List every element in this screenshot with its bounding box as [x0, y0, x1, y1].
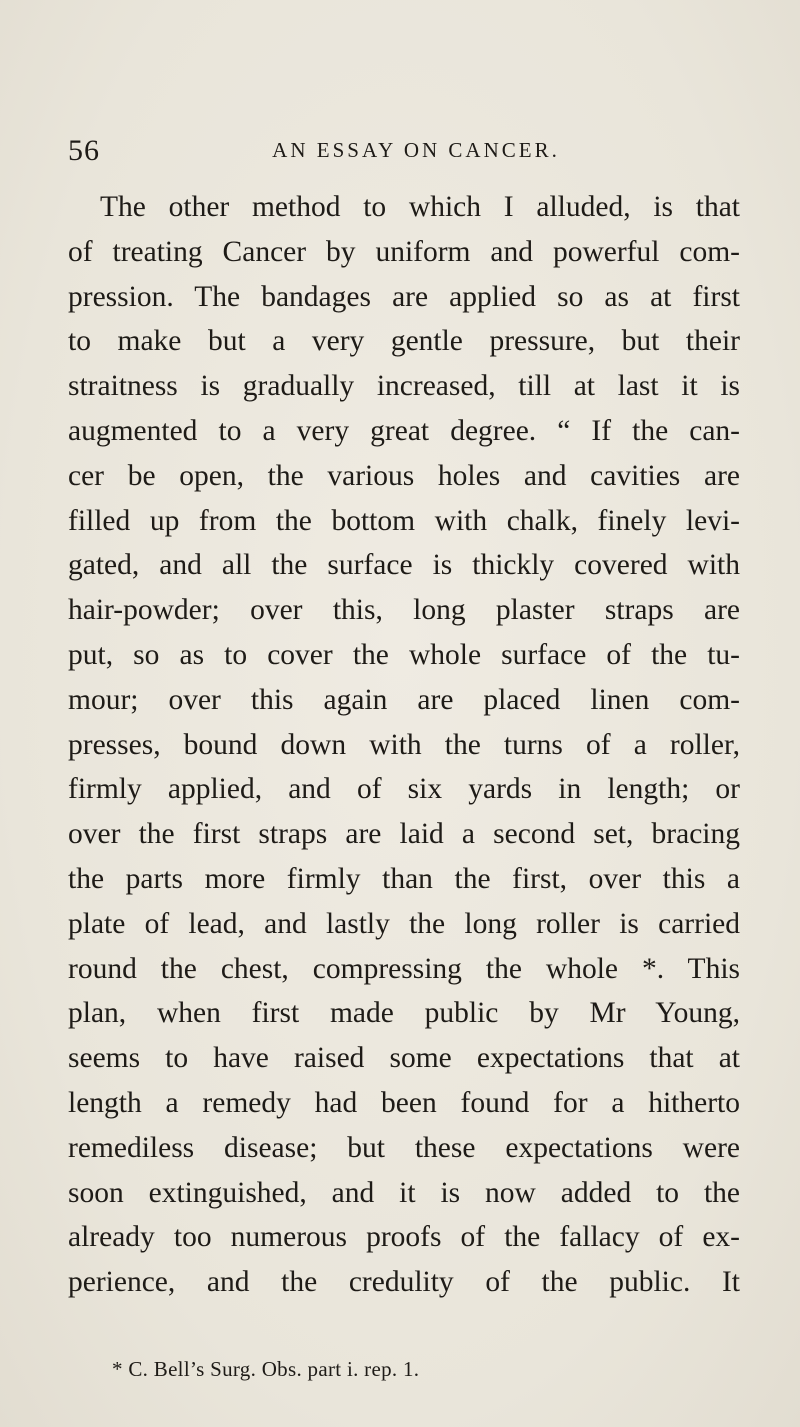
text-line: over the first straps are laid a second set, bracing	[68, 818, 740, 851]
text-line: to make but a very gentle pressure, but their	[68, 325, 740, 358]
text-line: perience, and the credulity of the public. It	[68, 1266, 740, 1299]
text-line: straitness is gradually increased, till at last it is	[68, 370, 740, 403]
text-line: The other method to which I alluded, is that	[100, 191, 740, 223]
text-line: length a remedy had been found for a hitherto	[68, 1086, 740, 1119]
body-text	[68, 185, 740, 1305]
footnote: * C. Bell’s Surg. Obs. part i. rep. 1.	[112, 1357, 420, 1381]
text-line: of treating Cancer by uniform and powerful com-	[68, 235, 740, 268]
text-line: augmented to a very great degree. “ If the can-	[68, 414, 740, 447]
text-line: presses, bound down with the turns of a roller,	[68, 728, 740, 761]
text-line: the parts more firmly than the first, over this a	[68, 862, 740, 895]
text-line: filled up from the bottom with chalk, finely levi-	[68, 504, 740, 537]
text-line: gated, and all the surface is thickly covered with	[68, 549, 740, 582]
running-head: AN ESSAY ON CANCER.	[272, 138, 560, 162]
text-line: put, so as to cover the whole surface of the tu-	[68, 638, 740, 671]
text-line: mour; over this again are placed linen com-	[68, 683, 740, 716]
text-line: plate of lead, and lastly the long roller is carried	[68, 907, 740, 940]
page-number: 56	[68, 134, 100, 167]
text-line: soon extinguished, and it is now added to the	[68, 1176, 740, 1209]
page-header	[68, 130, 742, 170]
text-line: hair-powder; over this, long plaster straps are	[68, 594, 740, 627]
text-line: firmly applied, and of six yards in length; or	[68, 773, 740, 806]
text-line: remediless disease; but these expectations were	[68, 1131, 740, 1164]
text-line: round the chest, compressing the whole *. This	[68, 952, 740, 985]
text-line: cer be open, the various holes and cavities are	[68, 459, 740, 492]
text-line: plan, when first made public by Mr Young,	[68, 997, 740, 1030]
text-line: already too numerous proofs of the fallacy of ex-	[68, 1221, 740, 1254]
text-line: pression. The bandages are applied so as at first	[68, 280, 740, 313]
text-line: seems to have raised some expectations that at	[68, 1042, 740, 1075]
